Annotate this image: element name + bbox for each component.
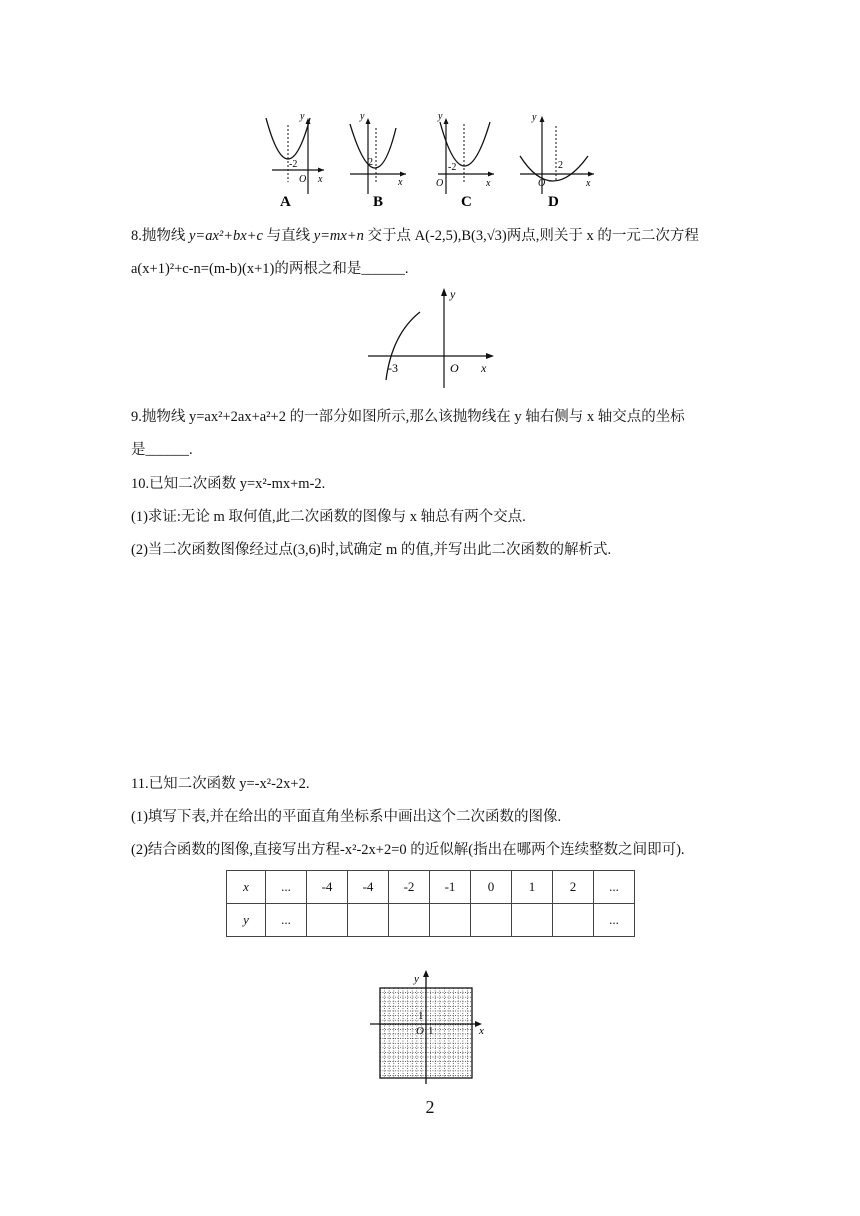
q11-title: 11.已知二次函数 y=-x²-2x+2.	[131, 776, 310, 792]
q10-part2: (2)当二次函数图像经过点(3,6)时,试确定 m 的值,并写出此二次函数的解析式.	[131, 542, 612, 558]
option-label-c: C	[461, 194, 472, 210]
table-cell	[430, 904, 471, 937]
q9-line2: 是______.	[131, 442, 193, 458]
option-c-y-label: y	[438, 111, 443, 122]
option-a-tick: -2	[289, 159, 298, 170]
option-c-tick: -2	[448, 162, 457, 173]
grid-x-label: x	[479, 1025, 484, 1037]
q8-line2: a(x+1)²+c-n=(m-b)(x+1)的两根之和是______.	[131, 261, 409, 277]
table-cell	[348, 904, 389, 937]
table-cell: 1	[512, 871, 553, 904]
q11-part2: (2)结合函数的图像,直接写出方程-x²-2x+2=0 的近似解(指出在哪两个连续整数之间即可).	[131, 842, 685, 858]
option-d-y-label: y	[532, 112, 537, 123]
table-cell	[471, 904, 512, 937]
table-cell: 2	[553, 871, 594, 904]
table-row-x	[227, 871, 635, 904]
q9-y-label: y	[450, 287, 456, 301]
table-cell: x	[227, 871, 266, 904]
option-b-x-label: x	[398, 177, 403, 188]
option-a-x-label: x	[318, 174, 323, 185]
table-cell: ...	[266, 904, 307, 937]
grid-y-label: y	[414, 973, 419, 985]
table-row-y	[227, 904, 635, 937]
option-d-x-label: x	[586, 178, 591, 189]
table-cell: ...	[594, 904, 635, 937]
q8-line1	[131, 226, 699, 246]
q8-text-b: 与直线	[262, 228, 314, 244]
table-cell: y	[227, 904, 266, 937]
q11-part1: (1)填写下表,并在给出的平面直角坐标系中画出这个二次函数的图像.	[131, 809, 562, 825]
value-table	[226, 870, 635, 937]
q10-title: 10.已知二次函数 y=x²-mx+m-2.	[131, 476, 326, 492]
table-cell	[553, 904, 594, 937]
grid-origin: O	[416, 1025, 424, 1037]
table-cell: ...	[594, 871, 635, 904]
option-label-b: B	[373, 194, 384, 210]
q8-text-c: 交于点 A(-2,5),B(3,√3)两点,则关于 x 的一元二次方程	[363, 228, 699, 244]
table-cell: -2	[389, 871, 430, 904]
table-cell: ...	[266, 871, 307, 904]
table-cell: -1	[430, 871, 471, 904]
table-cell	[389, 904, 430, 937]
q9-tick: -3	[388, 361, 398, 375]
q9-origin: O	[450, 361, 459, 375]
option-c-origin: O	[436, 178, 444, 189]
q8-eq1: y=ax²+bx+c	[189, 228, 263, 244]
parabola-options-figure	[258, 110, 598, 210]
option-d-tick: 2	[558, 160, 563, 171]
q8-text-a: 8.抛物线	[131, 228, 189, 244]
option-label-d: D	[548, 194, 559, 210]
option-a-y-label: y	[300, 111, 305, 122]
option-b-graph	[350, 111, 406, 194]
grid-tick-x1: 1	[428, 1025, 434, 1037]
page-number: 2	[425, 1097, 435, 1117]
q9-parabola-figure	[364, 284, 500, 392]
grid-tick-y1: 1	[418, 1010, 424, 1022]
q10-part1: (1)求证:无论 m 取何值,此二次函数的图像与 x 轴总有两个交点.	[131, 509, 526, 525]
table-cell: -4	[307, 871, 348, 904]
option-a-graph	[266, 111, 324, 194]
option-label-a: A	[280, 194, 291, 210]
table-cell	[512, 904, 553, 937]
table-cell: -4	[348, 871, 389, 904]
q9-line1: 9.抛物线 y=ax²+2ax+a²+2 的一部分如图所示,那么该抛物线在 y 轴右侧与 x 轴交点的坐标	[131, 409, 685, 425]
option-d-origin: O	[538, 178, 546, 189]
coordinate-grid-figure	[366, 968, 490, 1084]
option-c-x-label: x	[486, 178, 491, 189]
q9-x-label: x	[481, 361, 487, 375]
table-cell	[307, 904, 348, 937]
option-a-origin: O	[299, 174, 307, 185]
table-cell: 0	[471, 871, 512, 904]
q8-eq2: y=mx+n	[313, 228, 364, 244]
option-b-tick: 2	[368, 157, 373, 168]
option-c-graph	[436, 111, 494, 194]
option-b-y-label: y	[360, 111, 365, 122]
option-d-graph	[520, 112, 594, 194]
